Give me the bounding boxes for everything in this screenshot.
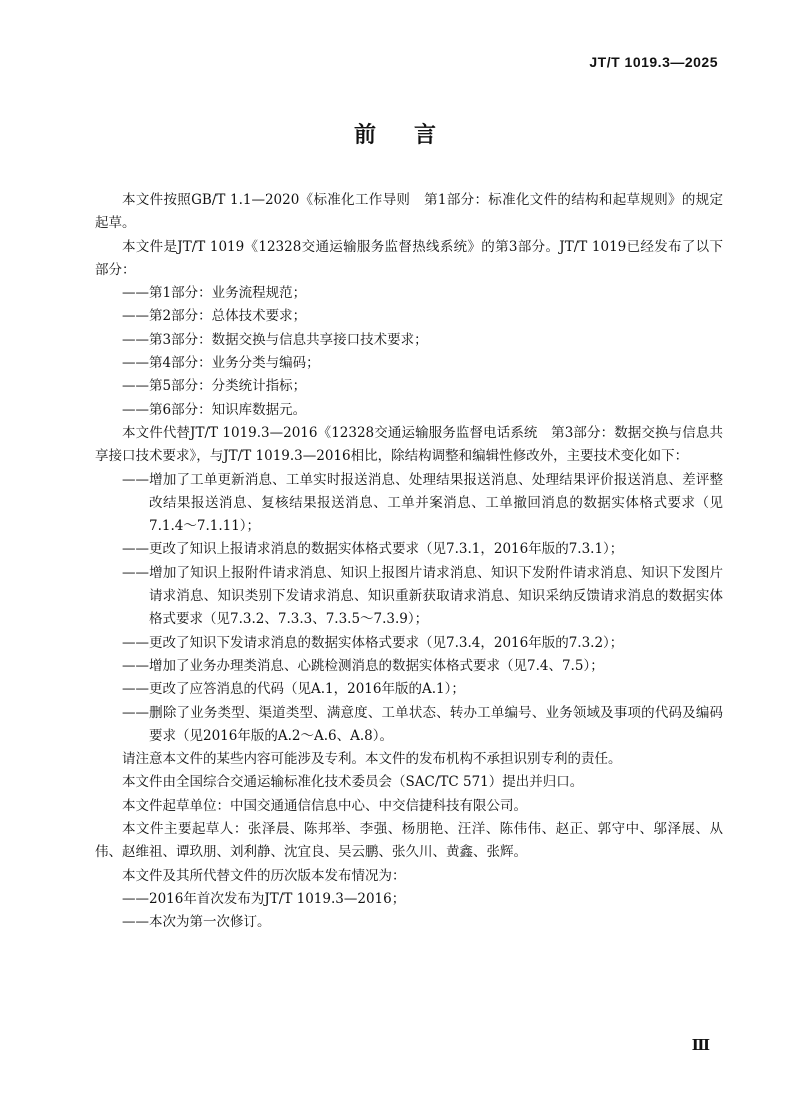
list-item: ——第5部分：分类统计指标；	[122, 378, 307, 395]
paragraph: 本文件代替JT/T 1019.3—2016《12328交通运输服务监督电话系统 第3部分：数据交换与信息共享接口技术要求》，与JT/T 1019.3—2016相比，除结构调整和编辑性修改外，主要技术变化如下：	[95, 424, 723, 465]
foreword-body	[95, 189, 723, 935]
document-code: JT/T 1019.3—2025	[589, 54, 718, 70]
change-item: ——删除了业务类型、渠道类型、满意度、工单状态、转办工单编号、业务领域及事项的代码及编码要求（见2016年版的A.2～A.6、A.8）。	[122, 704, 723, 744]
page-number: Ⅲ	[691, 1036, 710, 1054]
paragraph: 本文件起草单位：中国交通通信信息中心、中交信捷科技有限公司。	[122, 797, 527, 814]
change-item: ——增加了知识上报附件请求消息、知识上报图片请求消息、知识下发附件请求消息、知识下发图片请求消息、知识类别下发请求消息、知识重新获取请求消息、知识采纳反馈请求消息的数据实体格式要求（见7.3.2、7.3.3、7.3.5～7.3.9）；	[122, 564, 723, 628]
list-item: ——本次为第一次修订。	[122, 914, 271, 931]
change-item: ——增加了工单更新消息、工单实时报送消息、处理结果报送消息、处理结果评价报送消息、差评整改结果报送消息、复核结果报送消息、工单并案消息、工单撤回消息的数据实体格式要求（见7.1.4～7.1.11）；	[122, 471, 723, 535]
list-item: ——第3部分：数据交换与信息共享接口技术要求；	[122, 331, 428, 348]
list-item: ——第1部分：业务流程规范；	[122, 285, 307, 302]
paragraph: 本文件按照GB/T 1.1—2020《标准化工作导则 第1部分：标准化文件的结构和起草规则》的规定起草。	[95, 192, 723, 232]
paragraph: 本文件由全国综合交通运输标准化技术委员会（SAC/TC 571）提出并归口。	[122, 774, 584, 791]
list-item: ——第4部分：业务分类与编码；	[122, 355, 320, 372]
change-item: ——增加了业务办理类消息、心跳检测消息的数据实体格式要求（见7.4、7.5）；	[122, 657, 604, 674]
change-item: ——更改了知识上报请求消息的数据实体格式要求（见7.3.1，2016年版的7.3.1）；	[122, 541, 624, 558]
list-item: ——第2部分：总体技术要求；	[122, 308, 307, 325]
change-item: ——更改了应答消息的代码（见A.1，2016年版的A.1）；	[122, 681, 465, 698]
paragraph: 本文件主要起草人：张泽晨、陈邦举、李强、杨朋艳、汪洋、陈伟伟、赵正、郭守中、邬泽展、从伟、赵维祖、谭玖朋、刘利静、沈宜良、吴云鹏、张久川、黄鑫、张辉。	[95, 821, 723, 861]
list-item: ——第6部分：知识库数据元。	[122, 401, 307, 418]
paragraph: 本文件是JT/T 1019《12328交通运输服务监督热线系统》的第3部分。JT/T 1019已经发布了以下部分：	[95, 238, 723, 278]
list-item: ——2016年首次发布为JT/T 1019.3—2016；	[122, 890, 406, 907]
paragraph: 请注意本文件的某些内容可能涉及专利。本文件的发布机构不承担识别专利的责任。	[122, 751, 622, 768]
change-item: ——更改了知识下发请求消息的数据实体格式要求（见7.3.4，2016年版的7.3.2）；	[122, 634, 624, 651]
paragraph: 本文件及其所代替文件的历次版本发布情况为：	[122, 867, 406, 884]
page-title: 前言	[353, 123, 474, 148]
